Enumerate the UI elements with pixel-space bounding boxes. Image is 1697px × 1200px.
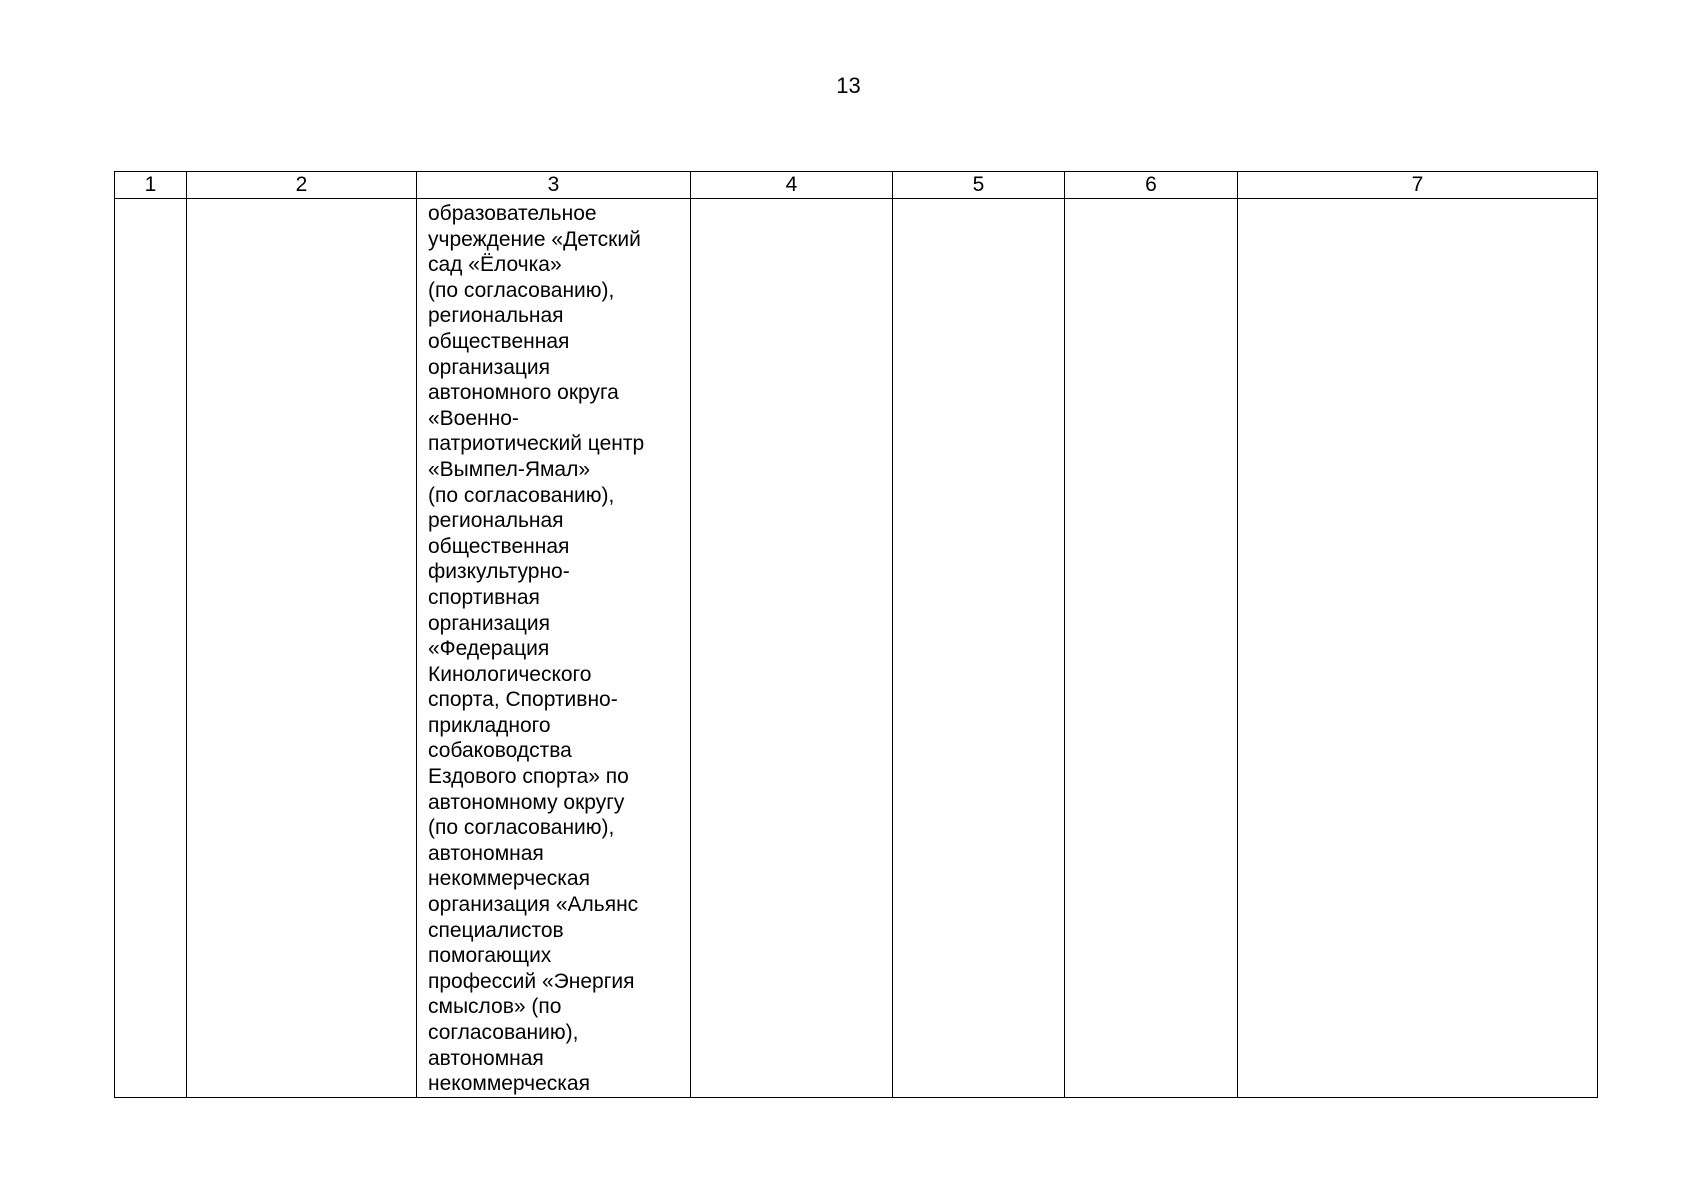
table-row <box>115 199 1598 1098</box>
cell-text-line: (по согласованию), <box>428 483 615 507</box>
cell-text-line: патриотический центр <box>428 432 645 456</box>
cell-text-line: автономному округу <box>428 790 625 814</box>
column-header-3: 3 <box>417 172 691 199</box>
cell-text-line: организация «Альянс <box>428 893 639 917</box>
cell-text-line: (по согласованию), <box>428 278 615 302</box>
cell-text-line: автономная <box>428 841 544 865</box>
cell-text-line: организация <box>428 611 551 635</box>
column-header-1: 1 <box>115 172 187 199</box>
cell-text-line: учреждение «Детский <box>428 227 641 251</box>
cell-text-line: согласованию), <box>428 1021 579 1044</box>
cell-col-6 <box>1065 199 1238 1098</box>
cell-col-3-text <box>417 199 690 1097</box>
cell-col-3 <box>417 199 691 1098</box>
cell-col-7 <box>1238 199 1598 1098</box>
header-row <box>115 172 1598 199</box>
cell-text-line: Ездового спорта» по <box>428 765 629 789</box>
cell-text-line: (по согласованию), <box>428 816 615 840</box>
cell-text-line: профессий «Энергия <box>428 969 635 993</box>
cell-col-1 <box>115 199 187 1098</box>
cell-text-line: общественная <box>428 534 570 558</box>
table-header <box>115 172 1598 199</box>
cell-text-line: собаководства <box>428 739 572 763</box>
cell-col-5 <box>893 199 1065 1098</box>
cell-text-line: «Федерация <box>428 637 550 661</box>
cell-col-2 <box>187 199 417 1098</box>
cell-text-line: региональная <box>428 509 564 533</box>
cell-text-line: некоммерческая <box>428 1072 590 1096</box>
cell-text-line: организация <box>428 355 551 379</box>
column-header-7: 7 <box>1238 172 1598 199</box>
cell-text-line: физкультурно- <box>428 560 570 584</box>
cell-text-line: помогающих <box>428 944 552 968</box>
cell-text-line: некоммерческая <box>428 867 590 891</box>
cell-text-line: сад «Ёлочка» <box>428 253 562 277</box>
cell-col-4 <box>691 199 893 1098</box>
cell-text-line: смыслов» (по <box>428 995 562 1019</box>
cell-text-line: общественная <box>428 329 570 353</box>
cell-text-line: спортивная <box>428 585 540 609</box>
cell-text-line: «Военно- <box>428 406 519 430</box>
cell-text-line: «Вымпел-Ямал» <box>428 457 591 481</box>
column-header-5: 5 <box>893 172 1065 199</box>
cell-text-line: спорта, Спортивно- <box>428 688 618 712</box>
cell-text-line: автономного округа <box>428 381 619 405</box>
cell-text-line: региональная <box>428 304 564 328</box>
column-header-6: 6 <box>1065 172 1238 199</box>
cell-text-line: автономная <box>428 1046 544 1070</box>
cell-text-line: специалистов <box>428 918 564 942</box>
page-number: 13 <box>836 73 861 98</box>
cell-text-line: прикладного <box>428 713 551 737</box>
cell-text-line: образовательное <box>428 202 597 225</box>
column-header-4: 4 <box>691 172 893 199</box>
cell-text-line: Кинологического <box>428 662 592 686</box>
data-table <box>114 171 1598 1098</box>
column-header-2: 2 <box>187 172 417 199</box>
